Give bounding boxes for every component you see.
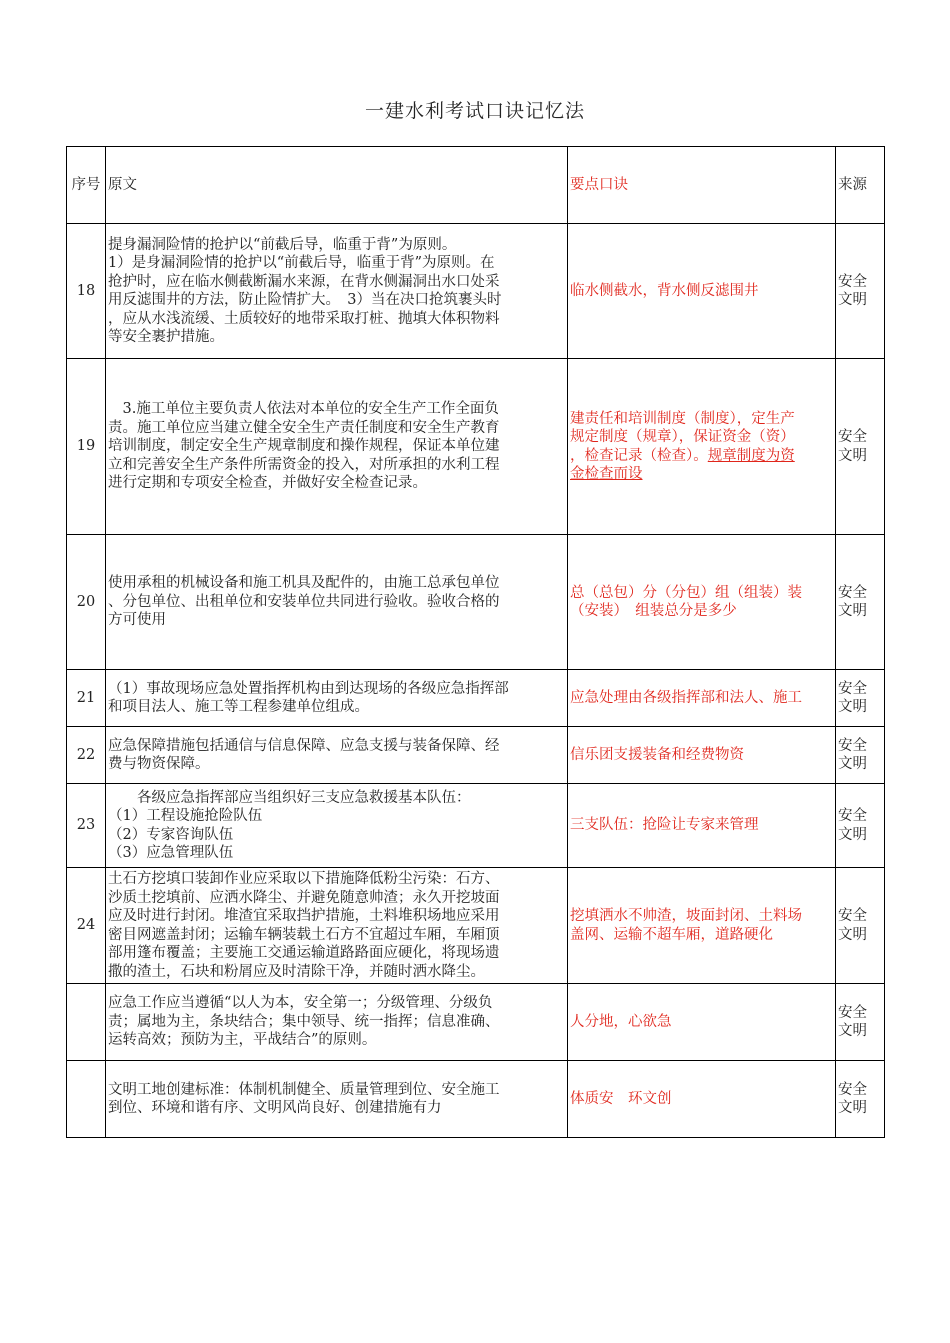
row-no: 19	[67, 359, 106, 535]
key-fragment: ，检查记录（检查）。	[570, 447, 708, 464]
source-line: 到位、环境和谐有序、文明风尚良好、创建措施有力	[108, 1100, 442, 1116]
source-line: 和项目法人、施工等工程参建单位组成。	[108, 699, 369, 715]
row-no: 20	[67, 535, 106, 670]
key-line: （安装） 组装总分是多少	[570, 603, 737, 619]
source-line: 3.施工单位主要负责人依法对本单位的安全生产工作全面负	[108, 401, 499, 418]
table-row	[67, 670, 885, 727]
source-line: 土石方挖填口装卸作业应采取以下措施降低粉尘污染：石方、	[108, 871, 500, 887]
row-key	[568, 535, 836, 670]
source-line: 部用篷布覆盖；主要施工交通运输道路路面应硬化，将现场遗	[108, 945, 500, 961]
row-from	[836, 535, 885, 670]
row-key: 临水侧截水，背水侧反滤围井	[568, 224, 836, 359]
source-line: 应急保障措施包括通信与信息保障、应急支援与装备保障、经	[108, 737, 500, 754]
source-line: 抢护时，应在临水侧截断漏水来源，在背水侧漏洞出水口处采	[108, 273, 500, 290]
source-line: 撒的渣土，石块和粉屑应及时清除干净，并随时洒水降尘。	[108, 963, 485, 980]
row-key: 体质安 环文创	[568, 1061, 836, 1138]
table-row	[67, 868, 885, 984]
row-key: 应急处理由各级指挥部和法人、施工	[568, 670, 836, 727]
key-line-underlined: 金检查而设	[570, 466, 643, 482]
from-line: 文明	[838, 1023, 867, 1039]
row-from	[836, 868, 885, 984]
source-line: ，应从水浅流缓、土质较好的地带采取打桩、抛填大体积物料	[108, 310, 500, 327]
row-key: 三支队伍：抢险让专家来管理	[568, 784, 836, 868]
row-source	[106, 727, 568, 784]
source-line: 方可使用	[108, 612, 166, 629]
page-title: 一建水利考试口诀记忆法	[364, 100, 585, 122]
from-line: 文明	[838, 699, 867, 715]
from-line: 安全	[838, 908, 867, 924]
source-line: 用反滤围井的方法，防止险情扩大。 3）当在决口抢筑裹头时	[108, 292, 502, 308]
source-line: 文明工地创建标准：体制机制健全、质量管理到位、安全施工	[108, 1081, 500, 1098]
source-line: 责；属地为主，条块结合；集中领导、统一指挥；信息准确、	[108, 1013, 500, 1030]
from-line: 文明	[838, 1100, 867, 1116]
table-row	[67, 359, 885, 535]
row-key	[568, 359, 836, 535]
table-row	[67, 727, 885, 784]
table-row	[67, 784, 885, 868]
source-line: 等安全裹护措施。	[108, 329, 224, 345]
header-key: 要点口诀	[568, 147, 836, 224]
row-source	[106, 784, 568, 868]
from-line: 安全	[838, 737, 867, 754]
source-line: （2）专家咨询队伍	[108, 826, 234, 843]
key-line: 盖网、运输不超车厢，道路硬化	[570, 926, 773, 943]
key-line: 挖填洒水不帅渣，坡面封闭、土料场	[570, 908, 802, 924]
row-source	[106, 359, 568, 535]
source-line: （1）事故现场应急处置指挥机构由到达现场的各级应急指挥部	[108, 680, 509, 697]
row-source	[106, 535, 568, 670]
row-no	[67, 984, 106, 1061]
table-row	[67, 535, 885, 670]
key-underlined: 规章制度为资	[707, 447, 795, 464]
from-line: 安全	[838, 808, 867, 824]
row-from	[836, 1061, 885, 1138]
row-source	[106, 868, 568, 984]
source-line: 沙质土挖填前、应洒水降尘、并避免随意帅渣；永久开挖坡面	[108, 889, 500, 906]
key-line: 规定制度（规章），保证资金（资）	[570, 429, 795, 445]
from-line: 文明	[838, 926, 867, 943]
source-line: 提身漏洞险情的抢护以“前截后导，临重于背”为原则。	[108, 236, 457, 253]
row-from	[836, 984, 885, 1061]
from-line: 安全	[838, 680, 867, 697]
row-no: 22	[67, 727, 106, 784]
from-line: 文明	[838, 756, 867, 772]
row-from	[836, 727, 885, 784]
source-line: 培训制度，制定安全生产规章制度和操作规程，保证本单位建	[108, 438, 500, 455]
from-line: 文明	[838, 826, 867, 843]
row-from	[836, 224, 885, 359]
source-line: 应及时进行封闭。堆渣宜采取挡护措施，土料堆积场地应采用	[108, 908, 500, 924]
source-line: 应急工作应当遵循“以人为本，安全第一；分级管理、分级负	[108, 995, 493, 1012]
source-line: 各级应急指挥部应当组织好三支应急救援基本队伍：	[108, 789, 471, 806]
source-line: 责。施工单位应当建立健全安全生产责任制度和安全生产教育	[108, 419, 500, 436]
source-line: 、分包单位、出租单位和安装单位共同进行验收。验收合格的	[108, 593, 500, 610]
table-row	[67, 1061, 885, 1138]
row-source	[106, 1061, 568, 1138]
row-key: 人分地，心欲急	[568, 984, 836, 1061]
from-line: 安全	[838, 1081, 867, 1098]
key-line: 总（总包）分（分包）组（组装）装	[570, 584, 802, 601]
table-row	[67, 984, 885, 1061]
row-no: 18	[67, 224, 106, 359]
from-line: 文明	[838, 447, 867, 464]
row-key	[568, 868, 836, 984]
source-line: 费与物资保障。	[108, 756, 210, 772]
from-line: 文明	[838, 603, 867, 619]
source-line: 运转高效；预防为主，平战结合”的原则。	[108, 1032, 377, 1049]
source-line: （3）应急管理队伍	[108, 845, 234, 861]
header-source: 原文	[106, 147, 568, 224]
source-line: 密目网遮盖封闭；运输车辆装载土石方不宜超过车厢，车厢顶	[108, 926, 500, 943]
header-no: 序号	[67, 147, 106, 224]
source-line: （1）工程设施抢险队伍	[108, 808, 263, 824]
row-from	[836, 359, 885, 535]
table-row	[67, 224, 885, 359]
table-header-row	[67, 147, 885, 224]
source-line: 使用承租的机械设备和施工机具及配件的，由施工总承包单位	[108, 575, 500, 592]
row-source	[106, 984, 568, 1061]
source-line: 进行定期和专项安全检查，并做好安全检查记录。	[108, 475, 427, 492]
from-line: 安全	[838, 429, 867, 445]
source-line: 1）是身漏洞险情的抢护以“前截后导，临重于背”为原则。在	[108, 255, 495, 271]
header-from: 来源	[836, 147, 885, 224]
row-no: 23	[67, 784, 106, 868]
key-line: 建责任和培训制度（制度），定生产	[570, 410, 795, 427]
from-line: 安全	[838, 1004, 867, 1021]
row-no	[67, 1061, 106, 1138]
row-source	[106, 224, 568, 359]
row-from	[836, 784, 885, 868]
mnemonic-table	[66, 146, 885, 1138]
row-no: 21	[67, 670, 106, 727]
from-line: 安全	[838, 584, 867, 601]
from-line: 安全	[838, 273, 867, 290]
row-source	[106, 670, 568, 727]
row-from	[836, 670, 885, 727]
from-line: 文明	[838, 292, 867, 308]
row-key: 信乐团支援装备和经费物资	[568, 727, 836, 784]
source-line: 立和完善安全生产条件所需资金的投入，对所承担的水利工程	[108, 456, 500, 473]
key-line	[570, 447, 833, 466]
row-no: 24	[67, 868, 106, 984]
